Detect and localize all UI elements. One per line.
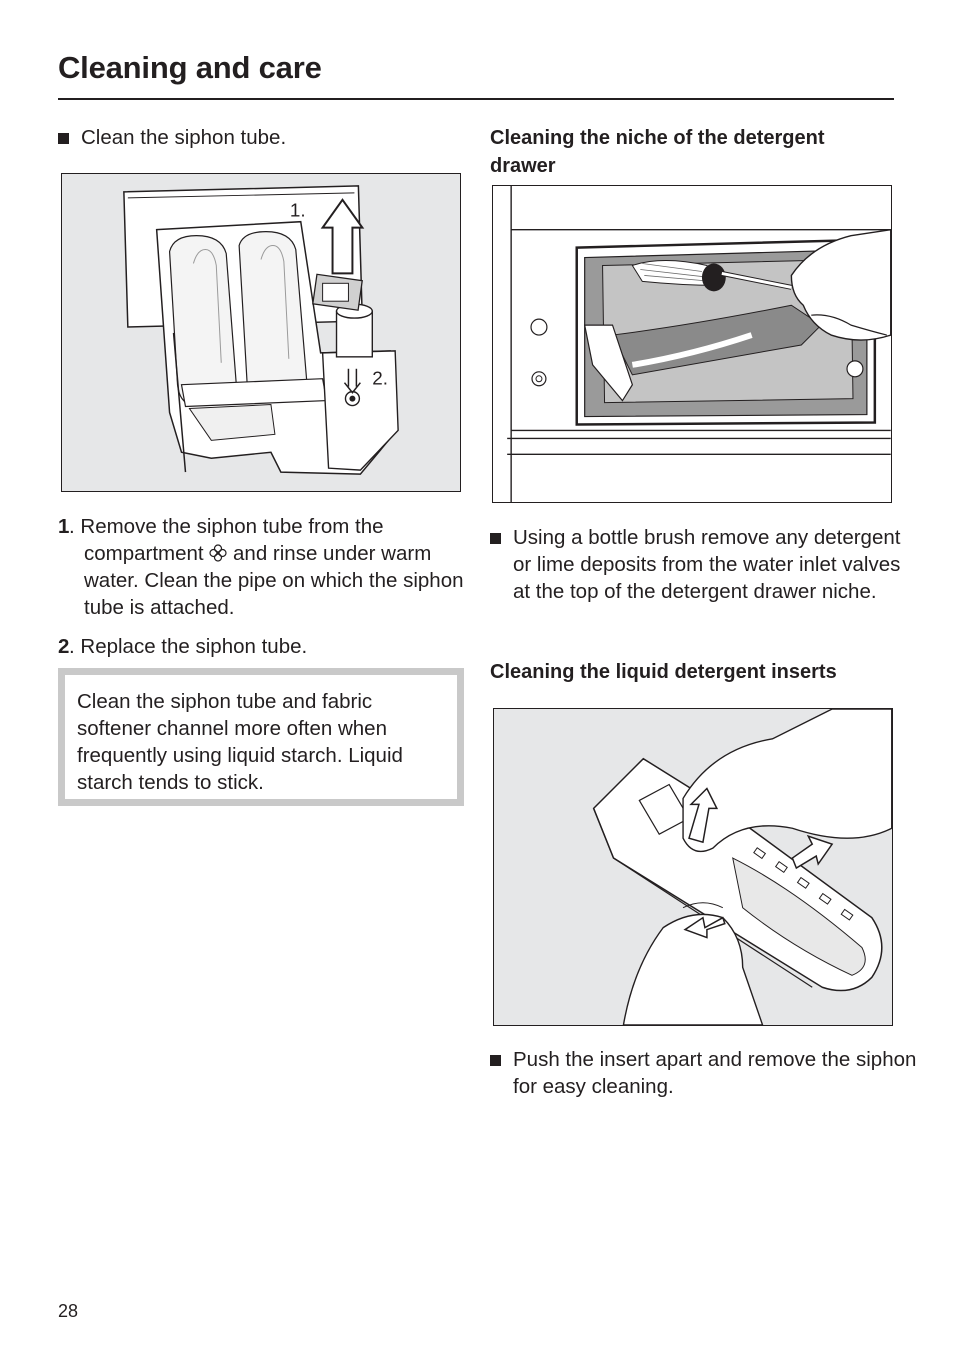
bullet-square-icon [58, 133, 69, 144]
step-2 [58, 633, 466, 660]
step-1-number: 1 [58, 515, 70, 538]
bullet-square-icon [490, 1055, 501, 1066]
intro-bullet [58, 124, 481, 151]
note-text: Clean the siphon tube and fabric softener channel more often when frequently using liquid starch. Liquid starch tends to stick. [77, 690, 403, 794]
step-1-text-after: and rinse under warm water. Clean the pipe on which the siphon tube is attached. [84, 542, 464, 619]
note-box [58, 668, 464, 806]
inserts-bullet [490, 1046, 917, 1100]
niche-cleaning-figure [492, 185, 892, 503]
niche-cleaning-illustration [493, 186, 891, 502]
page-number: 28 [58, 1301, 79, 1321]
intro-bullet-text: Clean the siphon tube. [81, 126, 287, 149]
niche-bullet [490, 524, 909, 605]
step-2-text: . Replace the siphon tube. [69, 635, 308, 658]
flower-icon [209, 544, 227, 562]
page-title: Cleaning and care [58, 50, 322, 85]
bullet-square-icon [490, 533, 501, 544]
step-1 [58, 513, 466, 621]
step-2-number: 2 [58, 635, 70, 658]
inserts-bullet-text: Push the insert apart and remove the siphon for easy cleaning. [513, 1048, 917, 1098]
steps-list [58, 513, 466, 660]
heading-niche: Cleaning the niche of the detergent drawer [490, 127, 825, 177]
siphon-tube-illustration [62, 174, 460, 491]
figure-label-1: 1. [289, 200, 306, 222]
siphon-tube-figure [61, 173, 461, 492]
heading-liquid-inserts: Cleaning the liquid detergent inserts [490, 661, 837, 683]
figure-label-2: 2. [372, 368, 389, 390]
title-rule [58, 98, 894, 100]
niche-bullet-text: Using a bottle brush remove any detergent or lime deposits from the water inlet valves at the top of the detergent drawer niche. [513, 526, 901, 603]
liquid-insert-figure [493, 708, 893, 1026]
liquid-insert-illustration [494, 709, 892, 1025]
step-1-text-before: . Remove the siphon tube from the compartment [69, 515, 384, 565]
